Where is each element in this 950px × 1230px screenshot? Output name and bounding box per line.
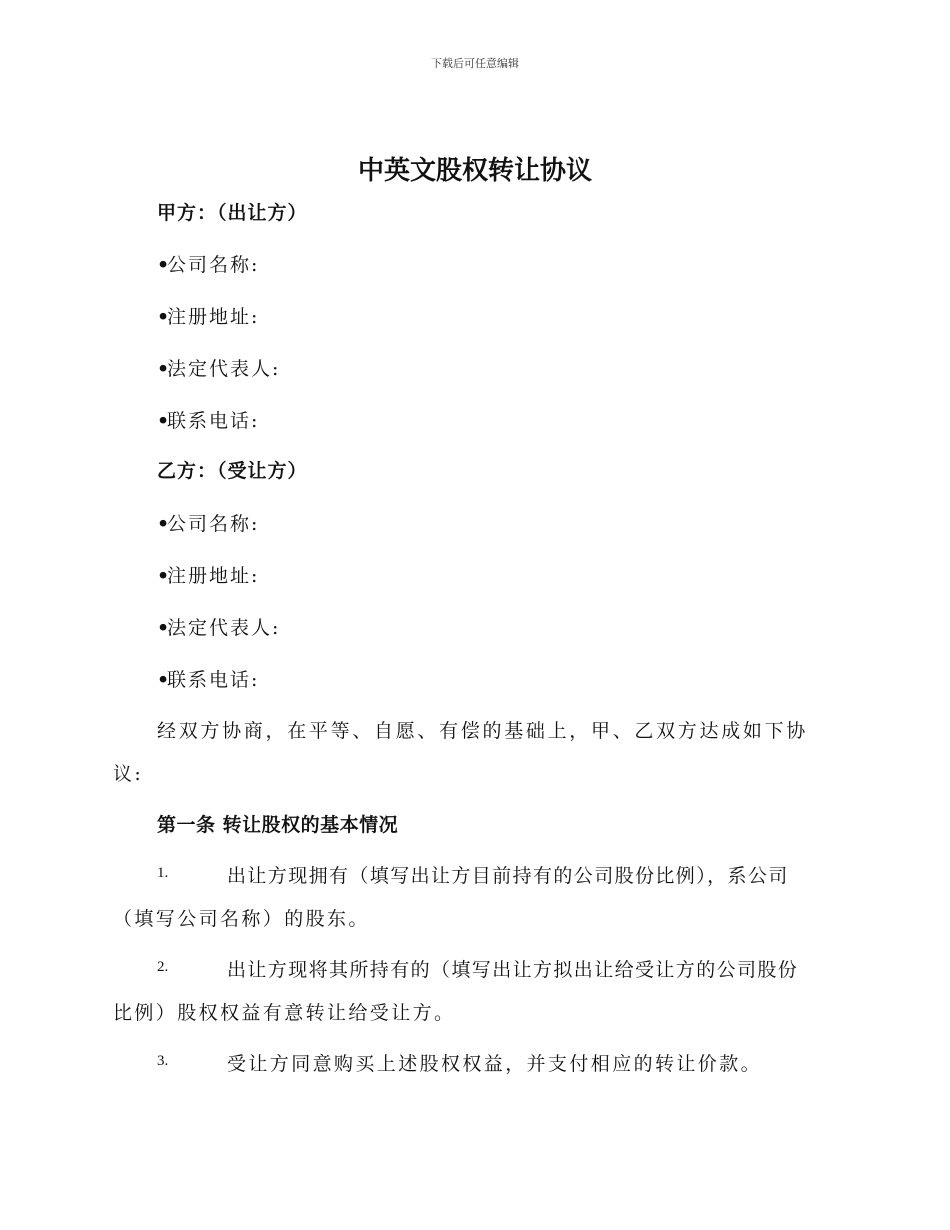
bullet: •	[157, 358, 172, 380]
document-title: 中英文股权转让协议	[357, 156, 592, 186]
bullet: •	[157, 669, 172, 691]
party-b-address-field	[157, 561, 259, 588]
party-a-heading: 甲方：（出让方）	[157, 202, 308, 224]
intro-line-2: 议:	[113, 763, 144, 785]
field-label: 法定代表人:	[167, 358, 281, 380]
bullet: •	[157, 306, 172, 328]
header-note: 下载后可任意编辑	[431, 57, 519, 70]
party-a-phone-field	[157, 406, 259, 433]
item-2-line-1: 出让方现将其所持有的（填写出让方拟出让给受让方的公司股份	[227, 959, 799, 981]
field-label: 注册地址:	[167, 565, 260, 587]
bullet: •	[157, 410, 172, 432]
party-b-heading: 乙方：（受让方）	[157, 460, 308, 482]
party-b-company-name-field	[157, 509, 259, 536]
field-label: 法定代表人:	[167, 617, 281, 639]
item-2-number: 2.	[157, 959, 169, 975]
item-2-line-2: 比例）股权权益有意转让给受让方。	[113, 1002, 456, 1024]
bullet: •	[157, 254, 172, 276]
field-label: 联系电话:	[167, 410, 260, 432]
intro-line-1: 经双方协商，在平等、自愿、有偿的基础上，甲、乙双方达成如下协	[157, 720, 809, 742]
bullet: •	[157, 617, 172, 639]
field-label: 注册地址:	[167, 306, 260, 328]
item-3-line-1: 受让方同意购买上述股权权益，并支付相应的转让价款。	[227, 1053, 763, 1075]
item-1-line-1: 出让方现拥有（填写出让方目前持有的公司股份比例），系公司	[227, 865, 789, 887]
article-1-title: 第一条 转让股权的基本情况	[157, 814, 399, 836]
party-b-phone-field	[157, 665, 259, 692]
party-b-legal-rep-field	[157, 613, 280, 640]
bullet: •	[157, 565, 172, 587]
party-a-company-name-field	[157, 250, 259, 277]
item-1-number: 1.	[157, 865, 169, 881]
field-label: 公司名称:	[167, 254, 260, 276]
party-a-legal-rep-field	[157, 354, 280, 381]
item-1-line-2: （填写公司名称）的股东。	[113, 908, 370, 930]
party-a-address-field	[157, 302, 259, 329]
item-3-number: 3.	[157, 1053, 169, 1069]
field-label: 联系电话:	[167, 669, 260, 691]
bullet: •	[157, 513, 172, 535]
field-label: 公司名称:	[167, 513, 260, 535]
